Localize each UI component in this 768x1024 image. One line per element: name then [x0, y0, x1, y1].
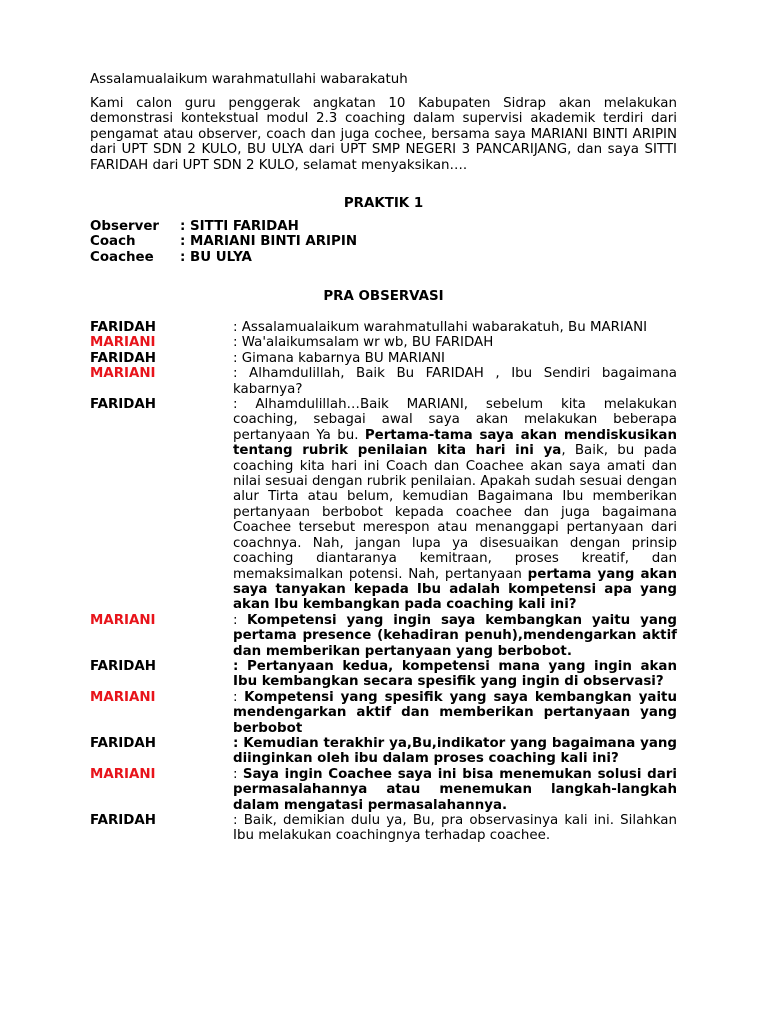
- utterance-text: [233, 613, 677, 659]
- greeting-line: Assalamualaikum warahmatullahi wabarakatuh: [90, 72, 408, 87]
- dialog-line: [90, 320, 680, 335]
- utterance-text: : Pertanyaan kedua, kompetensi mana yang ingin akan Ibu kembangkan secara spesifik yang ingin di observasi?: [233, 658, 677, 690]
- dialog-line: [90, 351, 680, 366]
- role-key: Coachee: [90, 249, 154, 265]
- role-row-observer: [90, 219, 357, 234]
- utterance-part: :: [233, 766, 243, 782]
- utterance-bold-part: Kompetensi yang spesifik yang saya kembangkan yaitu mendengarkan aktif dan memberikan pertanyaan yang berbobot: [233, 689, 677, 736]
- role-key: Coach: [90, 234, 136, 250]
- utterance-text: : Assalamualaikum warahmatullahi wabarakatuh, Bu MARIANI: [233, 320, 648, 335]
- dialog-line: [90, 397, 680, 613]
- speaker-label: FARIDAH: [90, 350, 156, 366]
- speaker-label: MARIANI: [90, 689, 156, 705]
- utterance-bold-part: pertama yang akan saya tanyakan kepada Ibu adalah kompetensi apa yang akan Ibu kembangkan pada coaching kali ini?: [233, 566, 677, 613]
- speaker-label: FARIDAH: [90, 397, 156, 413]
- speaker-label: FARIDAH: [90, 320, 156, 335]
- utterance-text: : Alhamdulillah, Baik Bu FARIDAH , Ibu Sendiri bagaimana kabarnya?: [233, 366, 677, 397]
- utterance-text: : Gimana kabarnya BU MARIANI: [233, 350, 445, 366]
- speaker-label: FARIDAH: [90, 658, 156, 674]
- utterance-bold-part: Pertama-tama saya akan mendiskusikan tentang rubrik penilaian kita hari ini ya: [233, 427, 678, 459]
- role-value: : MARIANI BINTI ARIPIN: [180, 234, 358, 250]
- utterance-part: :: [233, 689, 245, 705]
- dialog-list: [90, 320, 680, 844]
- utterance-bold-part: Saya ingin Coachee saya ini bisa menemukan solusi dari permasalahannya atau menemukan langkah-langkah dalam mengatasi permasalahannya.: [233, 766, 677, 813]
- utterance-bold-part: Kompetensi yang ingin saya kembangkan yaitu yang pertama presence (kehadiran penuh),mendengarkan aktif dan memberikan pertanyaan yang berbobot.: [233, 612, 677, 659]
- dialog-line: [90, 613, 680, 659]
- role-value: : SITTI FARIDAH: [180, 219, 299, 234]
- section-title: PRAKTIK 1: [343, 196, 424, 211]
- role-key: Observer: [90, 219, 160, 234]
- speaker-label: MARIANI: [90, 335, 156, 351]
- speaker-label: FARIDAH: [90, 813, 156, 828]
- subsection-title: PRA OBSERVASI: [323, 289, 444, 304]
- role-row-coach: [90, 234, 357, 249]
- role-row-coachee: [90, 250, 357, 265]
- roles-list: [90, 219, 357, 265]
- speaker-label: MARIANI: [90, 366, 156, 382]
- dialog-line: [90, 690, 680, 736]
- speaker-label: FARIDAH: [90, 735, 156, 751]
- utterance-part: :: [233, 612, 248, 628]
- utterance-text: [233, 767, 677, 813]
- dialog-line: [90, 813, 680, 844]
- utterance-text: : Kemudian terakhir ya,Bu,indikator yang bagaimana yang diinginkan oleh ibu dalam proses coaching kali ini?: [233, 735, 677, 767]
- speaker-label: MARIANI: [90, 612, 156, 628]
- speaker-label: MARIANI: [90, 766, 156, 782]
- utterance-text: : Baik, demikian dulu ya, Bu, pra observasinya kali ini. Silahkan Ibu melakukan coachingnya terhadap coachee.: [233, 813, 677, 844]
- utterance-text: [233, 690, 677, 736]
- dialog-line: [90, 366, 680, 397]
- utterance-part: , Baik, bu pada coaching kita hari ini Coach dan Coachee akan saya amati dan nilai sesuai dengan rubrik penilaian. Apakah sudah sesuai dengan alur Tirta atau belum, kemudian Bagaimana Ibu memberikan pertanyaan berbobot kepada coachee dan juga bagaimana Coachee tersebut merespon atau menanggapi pertanyaan dari coachnya. Nah, jangan lupa ya disesuaikan dengan prinsip coaching diantaranya kemitraan, proses kreatif, dan memaksimalkan potensi. Nah, pertanyaan: [233, 443, 677, 582]
- dialog-line: [90, 335, 680, 350]
- utterance-text: [233, 397, 677, 613]
- utterance-text: : Wa'alaikumsalam wr wb, BU FARIDAH: [233, 335, 494, 351]
- intro-paragraph: Kami calon guru penggerak angkatan 10 Kabupaten Sidrap akan melakukan demonstrasi kontekstual modul 2.3 coaching dalam supervisi akademik terdiri dari pengamat atau observer, coach dan juga cochee, bersama saya MARIANI BINTI ARIPIN dari UPT SDN 2 KULO, BU ULYA dari UPT SMP NEGERI 3 PANCARIJANG, dan saya SITTI FARIDAH dari UPT SDN 2 KULO, selamat menyaksikan….: [90, 96, 677, 173]
- dialog-line: [90, 659, 680, 690]
- dialog-line: [90, 736, 680, 767]
- dialog-line: [90, 767, 680, 813]
- utterance-part: : Alhamdulillah…Baik MARIANI, sebelum kita melakukan coaching, sebagai awal saya akan melakukan beberapa pertanyaan Ya bu.: [233, 397, 677, 443]
- role-value: : BU ULYA: [180, 249, 252, 265]
